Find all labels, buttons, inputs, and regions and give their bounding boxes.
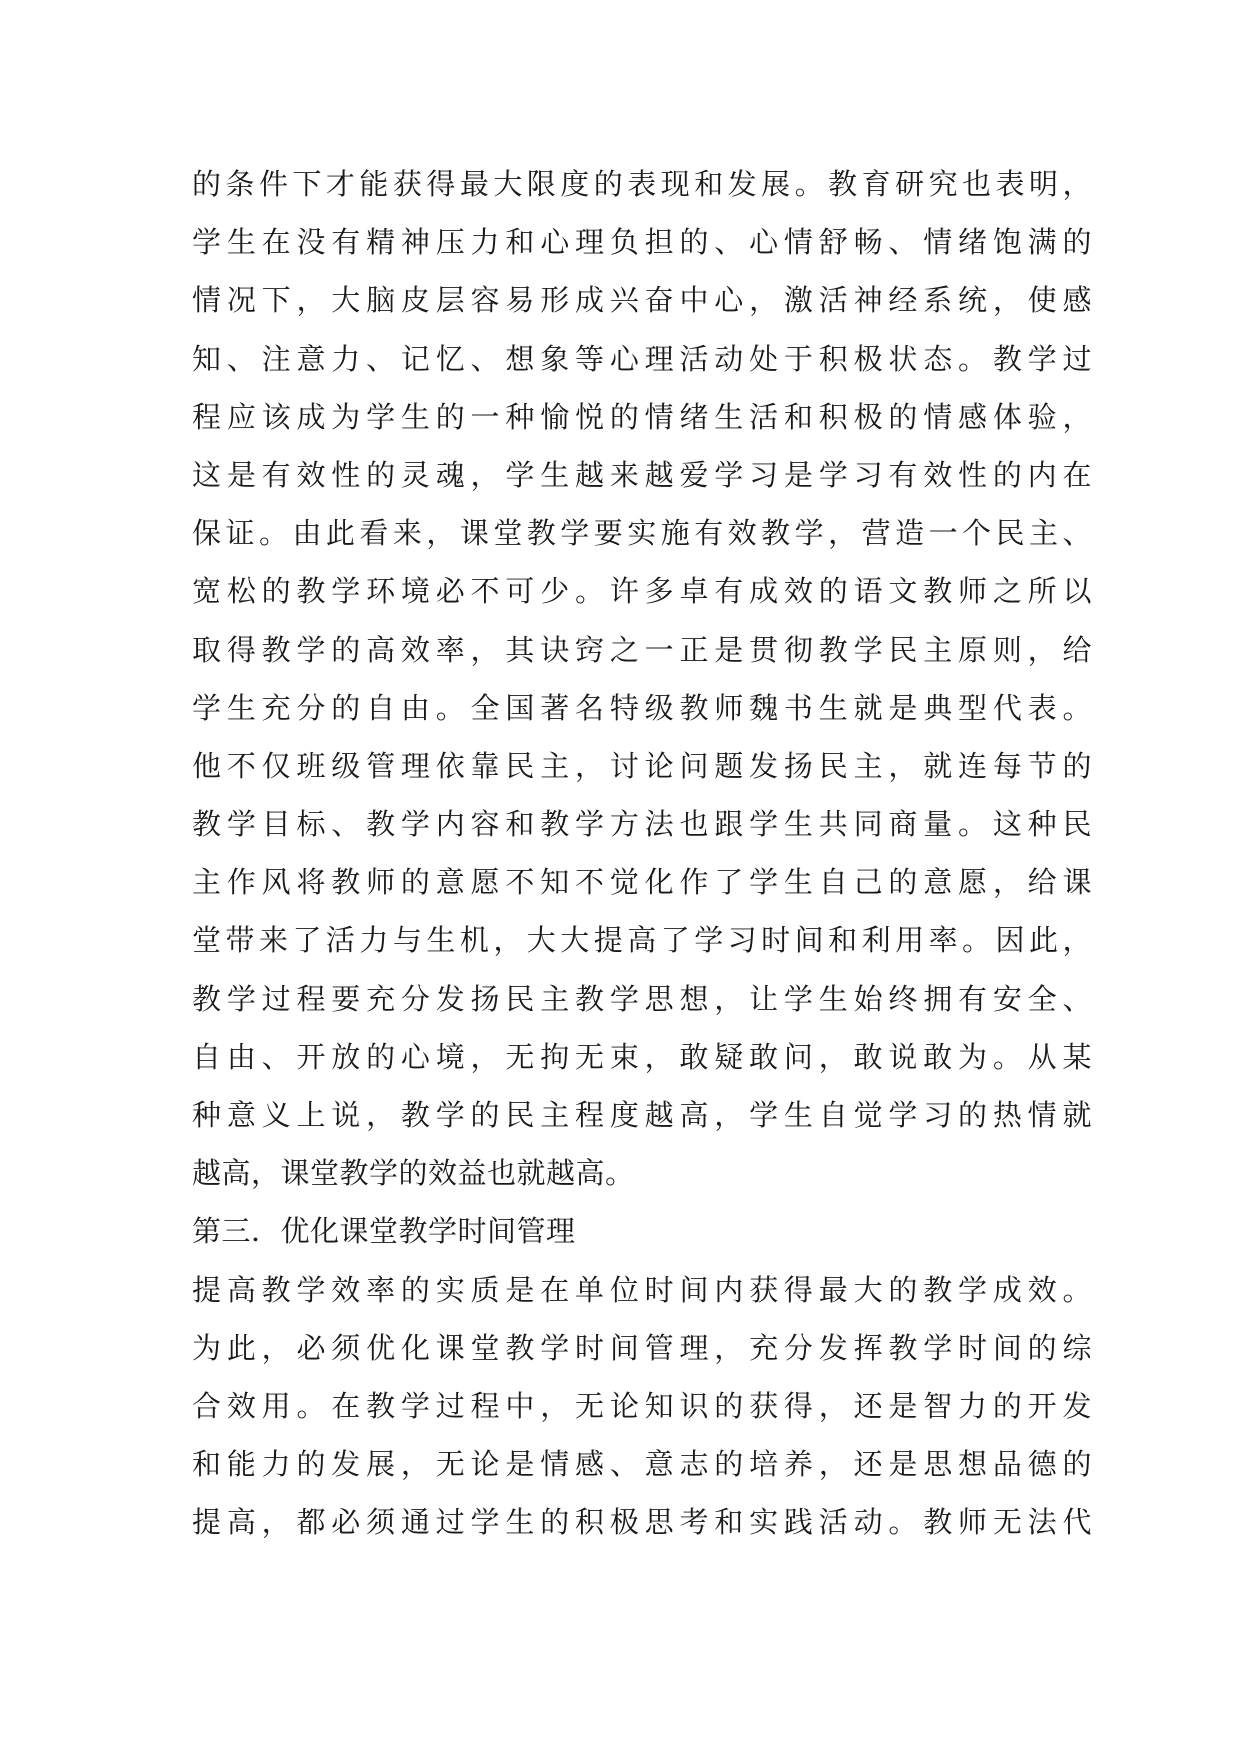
body-text: [192, 155, 1092, 1552]
text-line: 程应该成为学生的一种愉悦的情绪生活和积极的情感体验，: [192, 399, 1092, 434]
text-line: 堂带来了活力与生机，大大提高了学习时间和利用率。因此，: [192, 923, 1092, 958]
text-line: 他不仅班级管理依靠民主，讨论问题发扬民主，就连每节的: [192, 748, 1092, 783]
text-line: 知、注意力、记忆、想象等心理活动处于积极状态。教学过: [192, 341, 1092, 376]
text-line: 情况下，大脑皮层容易形成兴奋中心，激活神经系统，使感: [192, 283, 1092, 318]
text-line: 自由、开放的心境，无拘无束，敢疑敢问，敢说敢为。从某: [192, 1039, 1092, 1074]
text-line: 的条件下才能获得最大限度的表现和发展。教育研究也表明，: [192, 167, 1092, 201]
text-line: 教学过程要充分发扬民主教学思想，让学生始终拥有安全、: [192, 981, 1092, 1016]
text-line: 这是有效性的灵魂，学生越来越爱学习是学习有效性的内在: [192, 457, 1092, 492]
text-line: 取得教学的高效率，其诀窍之一正是贯彻教学民主原则，给: [192, 632, 1092, 667]
text-line: 提高，都必须通过学生的积极思考和实践活动。教师无法代: [192, 1505, 1092, 1540]
text-line: 和能力的发展，无论是情感、意志的培养，还是思想品德的: [192, 1447, 1092, 1482]
text-line: 提高教学效率的实质是在单位时间内获得最大的教学成效。: [192, 1272, 1092, 1307]
text-line: 学生充分的自由。全国著名特级教师魏书生就是典型代表。: [192, 690, 1092, 725]
text-line: 合效用。在教学过程中，无论知识的获得，还是智力的开发: [192, 1388, 1092, 1423]
section-heading: 第三．优化课堂教学时间管理: [192, 1214, 576, 1249]
text-line: 学生在没有精神压力和心理负担的、心情舒畅、情绪饱满的: [192, 225, 1092, 260]
text-line: 为此，必须优化课堂教学时间管理，充分发挥教学时间的综: [192, 1330, 1092, 1365]
text-line: 越高，课堂教学的效益也就越高。: [192, 1156, 635, 1191]
text-line: 种意义上说，教学的民主程度越高，学生自觉学习的热情就: [192, 1098, 1092, 1132]
text-line: 宽松的教学环境必不可少。许多卓有成效的语文教师之所以: [192, 574, 1092, 609]
text-line: 主作风将教师的意愿不知不觉化作了学生自己的意愿，给课: [192, 865, 1092, 900]
text-line: 保证。由此看来，课堂教学要实施有效教学，营造一个民主、: [192, 516, 1092, 551]
text-line: 教学目标、教学内容和教学方法也跟学生共同商量。这种民: [192, 807, 1092, 842]
